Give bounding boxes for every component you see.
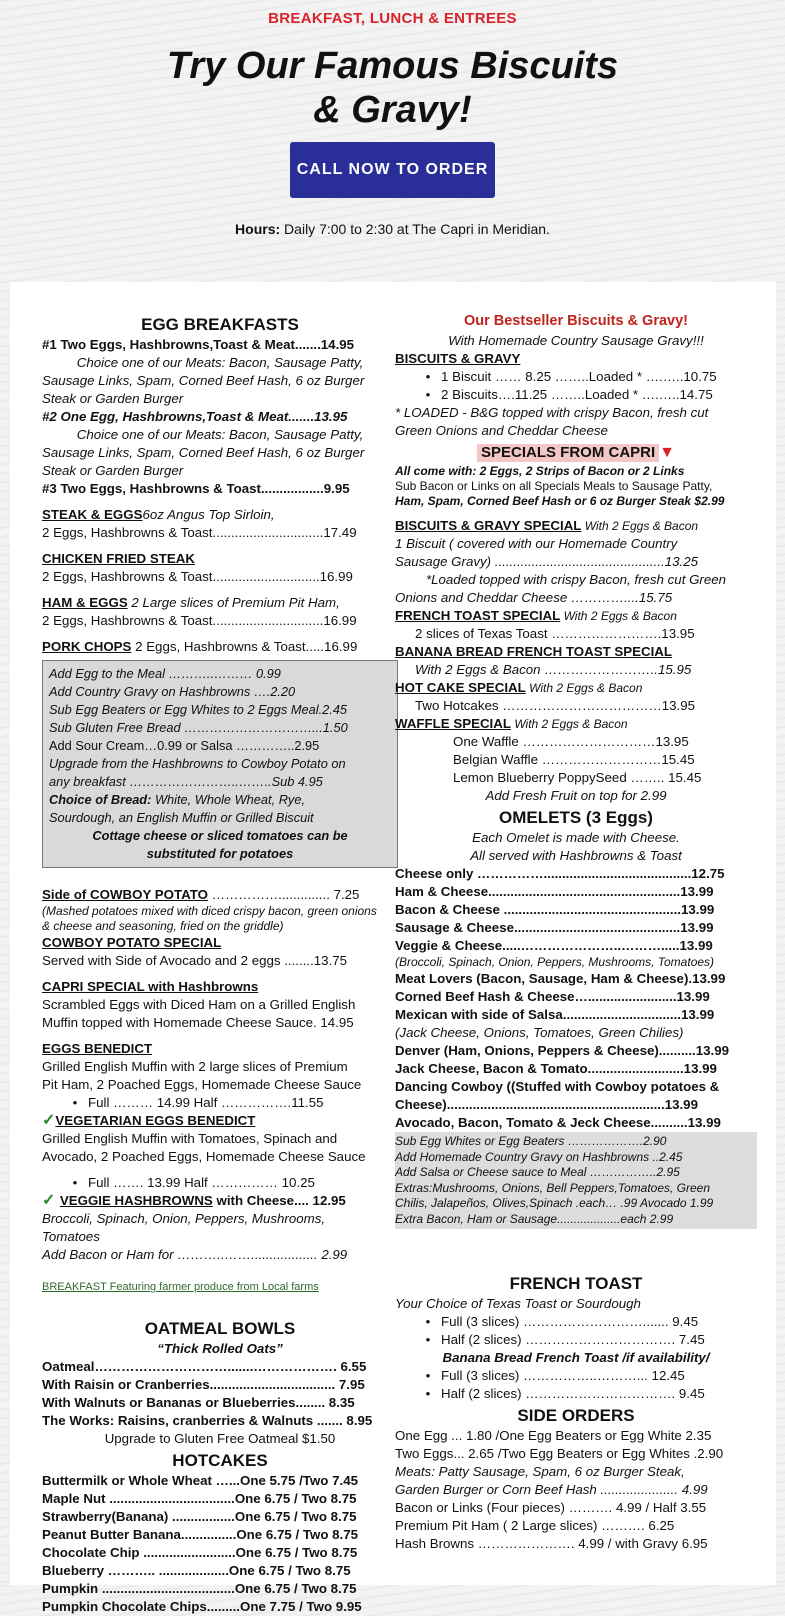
menu-item-price: • Full (3 slices) ……………..………... 12.45: [425, 1368, 685, 1383]
headline-line-1: Try Our Famous Biscuits: [166, 45, 619, 87]
menu-item-title: EGGS BENEDICT: [42, 1041, 153, 1056]
oatmeal-subtitle: “Thick Rolled Oats”: [157, 1341, 283, 1356]
omelets-subtitle: Each Omelet is made with Cheese.: [472, 830, 680, 845]
menu-item-note: 6oz Angus Top Sirloin,: [142, 507, 275, 522]
extra-item: Extra Bacon, Ham or Sausage...................each 2.99: [395, 1211, 674, 1226]
hours-value: Daily 7:00 to 2:30 at The Capri in Meridian.: [280, 221, 550, 237]
menu-item: Chocolate Chip .........................One 6.75 / Two 8.75: [42, 1545, 358, 1560]
menu-item-price: …………….............. 7.25: [207, 887, 360, 902]
omelet-extras-box: [395, 1132, 757, 1229]
bestseller-subtitle: With Homemade Country Sausage Gravy!!!: [448, 333, 704, 348]
egg-breakfasts-title: EGG BREAKFASTS: [141, 315, 299, 334]
menu-item-title: STEAK & EGGS: [42, 507, 143, 522]
cottage-note: substituted for potatoes: [146, 846, 294, 861]
french-toast-subtitle: Your Choice of Texas Toast or Sourdough: [395, 1296, 641, 1311]
menu-item: Avocado, Bacon, Tomato & Jeck Cheese..........13.99: [395, 1115, 721, 1130]
extra-item: Chilis, Jalapeños, Olives,Spinach .each… .99 Avocado 1.99: [395, 1196, 714, 1210]
red-chevron-icon: ▼: [659, 444, 676, 461]
menu-item-title: PORK CHOPS: [42, 639, 132, 654]
menu-item: Hash Browns …………………. 4.99 / with Gravy 6.95: [395, 1536, 708, 1551]
menu-item-title: VEGGIE HASHBROWNS: [59, 1193, 213, 1208]
addon-item: Add Egg to the Meal ………..……… 0.99: [49, 666, 281, 681]
menu-item-title: BISCUITS & GRAVY SPECIAL: [395, 518, 582, 533]
menu-item-price: Served with Side of Avocado and 2 eggs ........13.75: [42, 953, 348, 968]
addon-item: Add Sour Cream…0.99 or Salsa …………..2.95: [49, 738, 320, 753]
menu-item-note: 2 Large slices of Premium Pit Ham,: [127, 595, 340, 610]
menu-left-column: [42, 312, 398, 1616]
menu-item: Jack Cheese, Bacon & Tomato..........................13.99: [395, 1061, 717, 1076]
menu-item-title: HAM & EGGS: [42, 595, 128, 610]
cottage-note: Cottage cheese or sliced tomatoes can be: [92, 828, 348, 843]
menu-item-desc: * LOADED - B&G topped with crispy Bacon, fresh cut: [395, 405, 709, 420]
addons-box: [42, 660, 398, 868]
addon-item: Sub Egg Beaters or Egg Whites to 2 Eggs Meal.2.45: [49, 702, 348, 717]
menu-item: Premium Pit Ham ( 2 Large slices) ………. 6.25: [395, 1518, 675, 1533]
specials-note: All come with: 2 Eggs, 2 Strips of Bacon or 2 Links: [395, 464, 685, 478]
headline-line-2: & Gravy!: [313, 89, 472, 131]
menu-item-desc: Onions and Cheddar Cheese …………....15.75: [395, 590, 673, 605]
menu-item-desc: Banana Bread French Toast /if availability/: [442, 1350, 710, 1365]
menu-item-price: • Full ……… 14.99 Half …………….11.55: [72, 1095, 324, 1110]
menu-item: Blueberry ……….. ...................One 6.75 / Two 8.75: [42, 1563, 351, 1578]
menu-item-desc: Grilled English Muffin with Tomatoes, Spinach and: [42, 1131, 338, 1146]
menu-item-desc: Steak or Garden Burger: [42, 391, 184, 406]
menu-item-note: With 2 Eggs & Bacon: [560, 609, 677, 623]
menu-item: Meat Lovers (Bacon, Sausage, Ham & Cheese).13.99: [395, 971, 726, 986]
menu-item-price: 2 slices of Texas Toast …………………….13.95: [415, 626, 695, 641]
menu-item-price: • 1 Biscuit …… 8.25 ……..Loaded * ….…..10.75: [425, 369, 717, 384]
menu-item-desc: Add Fresh Fruit on top for 2.99: [485, 788, 667, 803]
menu-item-title: BANANA BREAD FRENCH TOAST SPECIAL: [395, 644, 673, 659]
menu-item-desc: Sausage Links, Spam, Corned Beef Hash, 6 oz Burger: [42, 445, 365, 460]
menu-item-title: VEGETARIAN EGGS BENEDICT: [55, 1113, 256, 1128]
menu-item-title: FRENCH TOAST SPECIAL: [395, 608, 561, 623]
menu-item: With Walnuts or Bananas or Blueberries........ 8.35: [42, 1395, 355, 1410]
menu-item-price: • Half (2 slices) ……………………………. 7.45: [425, 1332, 705, 1347]
menu-item-price: with Cheese.... 12.95: [212, 1193, 346, 1208]
call-now-button[interactable]: CALL NOW TO ORDER: [290, 142, 495, 198]
menu-item-desc: *Loaded topped with crispy Bacon, fresh cut Green: [425, 572, 727, 587]
extra-item: Add Homemade Country Gravy on Hashbrowns ..2.45: [395, 1149, 683, 1164]
menu-item-desc: Scrambled Eggs with Diced Ham on a Grilled English: [42, 997, 356, 1012]
menu-item: One Egg ... 1.80 /One Egg Beaters or Egg White 2.35: [395, 1428, 712, 1443]
menu-item-price: Two Hotcakes ………………………………13.95: [415, 698, 696, 713]
addon-item: Add Country Gravy on Hashbrowns ….2.20: [49, 684, 296, 699]
menu-item: Cheese)...........................................................13.99: [395, 1097, 698, 1112]
menu-item: Veggie & Cheese.....…………………..……….....13.99: [395, 938, 713, 953]
menu-item-desc: Steak or Garden Burger: [42, 463, 184, 478]
menu-item-price: Lemon Blueberry PoppySeed …….. 15.45: [453, 770, 702, 785]
menu-item-desc: Sausage Links, Spam, Corned Beef Hash, 6 oz Burger: [42, 373, 365, 388]
omelets-title: OMELETS (3 Eggs): [499, 808, 653, 827]
bread-label: Choice of Bread:: [49, 792, 152, 807]
side-orders-title: SIDE ORDERS: [517, 1406, 635, 1425]
menu-item-desc: & cheese and seasoning, fried on the griddle): [42, 919, 284, 933]
specials-note: Sub Bacon or Links on all Specials Meals to Sausage Patty,: [395, 479, 713, 493]
menu-item-desc: Choice one of our Meats: Bacon, Sausage Patty,: [76, 355, 364, 370]
menu-item-title: HOT CAKE SPECIAL: [395, 680, 526, 695]
specials-note: Ham, Spam, Corned Beef Hash or 6 oz Burger Steak $2.99: [395, 494, 725, 508]
menu-item: Garden Burger or Corn Beef Hash ..................... 4.99: [395, 1482, 708, 1497]
extra-item: Sub Egg Whites or Egg Beaters ……………….2.90: [395, 1134, 667, 1148]
menu-item-price: • Full ……. 13.99 Half …………… 10.25: [72, 1175, 315, 1190]
addon-item: Sub Gluten Free Bread …………………………...1.50: [49, 720, 348, 735]
menu-item-desc: Choice one of our Meats: Bacon, Sausage Patty,: [76, 427, 364, 442]
menu-item-desc: (Mashed potatoes mixed with diced crispy bacon, green onions: [42, 904, 377, 918]
hours-label: Hours:: [235, 221, 281, 237]
extra-item: Add Salsa or Cheese sauce to Meal ……………..2.95: [395, 1165, 680, 1179]
menu-item-note: With 2 Eggs & Bacon: [525, 681, 643, 695]
menu-item-desc: Add Bacon or Ham for ………..…….................. 2.99: [42, 1247, 348, 1262]
menu-item: Cheese only ……………........................................12.75: [395, 866, 725, 881]
extra-item: Extras:Mushrooms, Onions, Bell Peppers,Tomatoes, Green: [395, 1180, 711, 1195]
page-header: [0, 0, 785, 282]
menu-item: Pumpkin Chocolate Chips.........One 7.75 / Two 9.95: [42, 1599, 362, 1614]
omelets-subtitle: All served with Hashbrowns & Toast: [470, 848, 682, 863]
menu-item-desc: Avocado, 2 Poached Eggs, Homemade Cheese Sauce: [42, 1149, 366, 1164]
menu-item-price: • Half (2 slices) ……………………………. 9.45: [425, 1386, 705, 1401]
menu-item: Denver (Ham, Onions, Peppers & Cheese)..........13.99: [395, 1043, 730, 1058]
menu-item-title: CAPRI SPECIAL with Hashbrowns: [42, 979, 259, 994]
menu-item-price: Belgian Waffle ………………………15.45: [453, 752, 695, 767]
menu-item-desc: Pit Ham, 2 Poached Eggs, Homemade Cheese Sauce: [42, 1077, 362, 1092]
menu-item-desc: (Jack Cheese, Onions, Tomatoes, Green Chilies): [395, 1025, 684, 1040]
menu-item: Bacon or Links (Four pieces) ………. 4.99 / Half 3.55: [395, 1500, 707, 1515]
menu-item-title: BISCUITS & GRAVY: [395, 351, 521, 366]
menu-item: With Raisin or Cranberries.................................. 7.95: [42, 1377, 365, 1392]
menu-item-price: 2 Eggs, Hashbrowns & Toast.............................16.99: [42, 569, 353, 584]
specials-title: SPECIALS FROM CAPRI: [477, 444, 659, 462]
green-leaf-icon: ✓: [42, 1112, 56, 1129]
menu-item: The Works: Raisins, cranberries & Walnuts ....... 8.95: [42, 1413, 373, 1428]
menu-item-desc: Grilled English Muffin with 2 large slices of Premium: [42, 1059, 348, 1074]
menu-item: #1 Two Eggs, Hashbrowns,Toast & Meat.......14.95: [42, 337, 355, 352]
menu-item-price: 2 Eggs, Hashbrowns & Toast..............................17.49: [42, 525, 357, 540]
menu-item-desc: Sausage Gravy) ..............................................13.25: [395, 554, 698, 569]
bread-text: White, Whole Wheat, Rye,: [151, 792, 306, 807]
french-toast-title: FRENCH TOAST: [509, 1274, 643, 1293]
menu-item: Meats: Patty Sausage, Spam, 6 oz Burger Steak,: [395, 1464, 685, 1479]
menu-item: Upgrade to Gluten Free Oatmeal $1.50: [104, 1431, 336, 1446]
menu-item: Sausage & Cheese.............................................13.99: [395, 920, 714, 935]
menu-item-note: With 2 Eggs & Bacon: [510, 717, 628, 731]
menu-item: Oatmeal………………………….......………………. 6.55: [42, 1359, 367, 1374]
menu-item-desc: Muffin topped with Homemade Cheese Sauce. 14.95: [42, 1015, 354, 1030]
menu-item: Corned Beef Hash & Cheese…........................13.99: [395, 989, 710, 1004]
menu-item: Pumpkin ....................................One 6.75 / Two 8.75: [42, 1581, 357, 1596]
menu-item-price: • Full (3 slices) ………………………....... 9.45: [425, 1314, 699, 1329]
green-leaf-icon: ✓: [42, 1192, 60, 1209]
addon-item: any breakfast ……………………..……..Sub 4.95: [49, 774, 323, 789]
hotcakes-title: HOTCAKES: [172, 1451, 268, 1470]
bread-text-2: Sourdough, an English Muffin or Grilled Biscuit: [49, 810, 314, 825]
menu-item: Peanut Butter Banana...............One 6.75 / Two 8.75: [42, 1527, 359, 1542]
menu-item: Maple Nut ..................................One 6.75 / Two 8.75: [42, 1491, 357, 1506]
menu-item-title: Side of COWBOY POTATO: [42, 887, 208, 902]
menu-item: Two Eggs... 2.65 /Two Egg Beaters or Egg Whites .2.90: [395, 1446, 724, 1461]
farm-produce-link[interactable]: BREAKFAST Featuring farmer produce from Local farms: [42, 1281, 319, 1293]
menu-item: Bacon & Cheese ................................................13.99: [395, 902, 715, 917]
menu-item-desc: 1 Biscuit ( covered with our Homemade Country: [395, 536, 678, 551]
menu-item-desc: Tomatoes: [42, 1229, 100, 1244]
menu-item: #3 Two Eggs, Hashbrowns & Toast.................9.95: [42, 481, 350, 496]
oatmeal-title: OATMEAL BOWLS: [144, 1319, 296, 1338]
menu-item-desc: (Broccoli, Spinach, Onion, Peppers, Mushrooms, Tomatoes): [395, 955, 715, 969]
menu-item-price: One Waffle …………………………13.95: [453, 734, 689, 749]
menu-item-desc: Broccoli, Spinach, Onion, Peppers, Mushrooms,: [42, 1211, 326, 1226]
menu-item: #2 One Egg, Hashbrowns,Toast & Meat.......13.95: [42, 409, 348, 424]
hours-text: [0, 221, 785, 237]
menu-item-price: 2 Eggs, Hashbrowns & Toast.....16.99: [131, 639, 358, 654]
menu-image: [10, 282, 776, 1614]
menu-item: Mexican with side of Salsa................................13.99: [395, 1007, 715, 1022]
menu-item: Dancing Cowboy ((Stuffed with Cowboy potatoes &: [395, 1079, 720, 1094]
menu-item: Ham & Cheese....................................................13.99: [395, 884, 714, 899]
menu-item-desc: Green Onions and Cheddar Cheese: [395, 423, 608, 438]
page-headline: [0, 44, 785, 132]
menu-item-note: With 2 Eggs & Bacon: [581, 519, 699, 533]
menu-item-price: • 2 Biscuits….11.25 ……..Loaded * ….…..14.75: [425, 387, 713, 402]
menu-right-column: [395, 308, 757, 1553]
menu-item-price: With 2 Eggs & Bacon ……………………..15.95: [415, 662, 692, 677]
eyebrow-label: BREAKFAST, LUNCH & ENTREES: [268, 10, 517, 27]
menu-item-price: 2 Eggs, Hashbrowns & Toast..............................16.99: [42, 613, 357, 628]
menu-item-title: CHICKEN FRIED STEAK: [42, 551, 195, 566]
menu-item-title: WAFFLE SPECIAL: [395, 716, 511, 731]
menu-item: Strawberry(Banana) .................One 6.75 / Two 8.75: [42, 1509, 357, 1524]
addon-item: Upgrade from the Hashbrowns to Cowboy Potato on: [49, 756, 346, 771]
menu-item-title: COWBOY POTATO SPECIAL: [42, 935, 222, 950]
bestseller-title: Our Bestseller Biscuits & Gravy!: [463, 313, 689, 329]
menu-item: Buttermilk or Whole Wheat …...One 5.75 /Two 7.45: [42, 1473, 358, 1488]
